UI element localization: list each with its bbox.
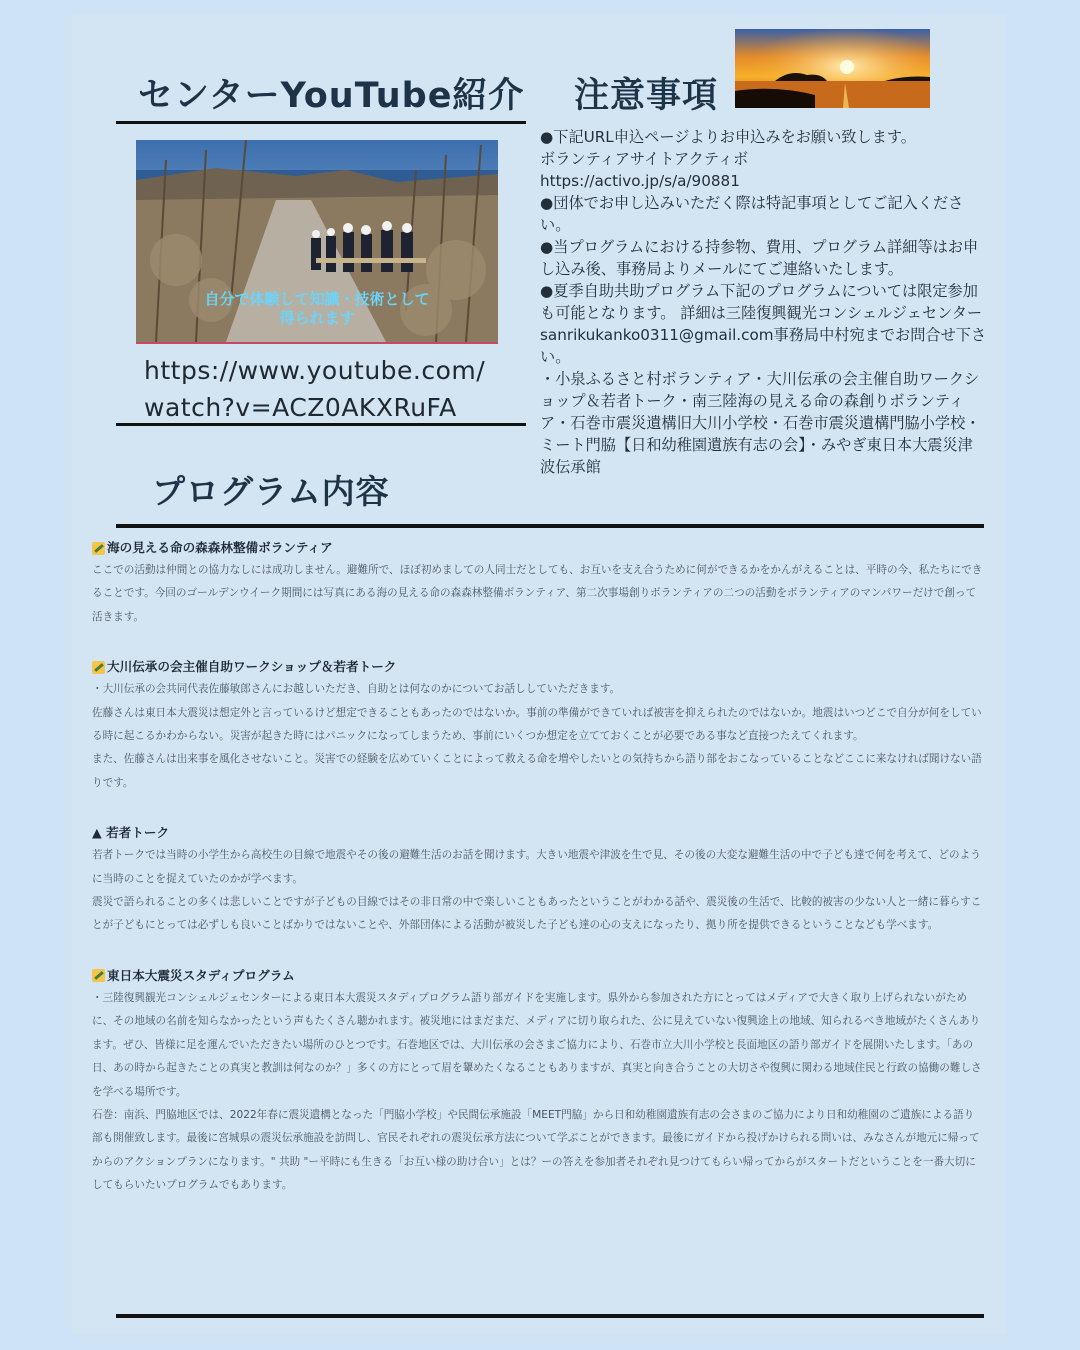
section-paragraph: ・三陸復興観光コンシェルジェセンターによる東日本大震災スタディプログラム語り部ガイドを実施します。県外から参加された方にとってはメディアで大きく取り上げられないがために、その地域の名前を知らなかったという声もたくさん聴かれます。被災地にはまだまだ、メディアに切り取られた、公に見えていない復興途上の地域、知られるべき地域がたくさんあります。ぜひ、皆様に足を運んでいただきたい場所のひとつです。石巻地区では、大川伝承の会さまご協力により、石巻市立大川小学校と長面地区の語り部ガイドを展開いたします。「あの日、あの時から起きたことの真実と教訓は何なのか？」多くの方にとって眉を顰めたくなることもありますが、真実と向き合うことの大切さや復興に関わる地域住民と行政の協働の難しさを学べる場所です。 <box>92 991 982 1098</box>
section-forest-volunteer <box>92 537 984 629</box>
notice-line: ・小泉ふるさと村ボランティア・大川伝承の会主催自助ワークショップ＆若者トーク・南三陸海の見える命の森創りボランティア・石巻市震災遺構旧大川小学校・石巻市震災遺構門脇小学校・ミート門脇【日和幼稚園遺族有志の会】・みやぎ東日本大震災津波伝承館 <box>540 370 981 476</box>
section-paragraph: 震災で語られることの多くは悲しいことですが子どもの目線ではその非日常の中で楽しいこともあったということがわかる話や、震災後の生活で、比較的被害の少ない人と一緒に暮らすことが子どもにとっては必ずしも良いことばかりではないことや、外部団体による活動が被災した子ども達の心の支えになったり、拠り所を提供できるということなども学べます。 <box>92 896 982 932</box>
youtube-video-thumbnail[interactable] <box>136 140 498 344</box>
youtube-url-link[interactable]: https://www.youtube.com/ watch?v=ACZ0AKXRuFA <box>144 356 486 422</box>
section-paragraph: また、佐藤さんは出来事を風化させないこと。災害での経験を広めていくことによって救える命を増やしたいとの気持ちから語り部をおこなっていることなどここに来なければ聞けない語りです。 <box>92 753 982 789</box>
pencil-icon <box>92 542 105 555</box>
program-content <box>92 537 984 1225</box>
title-underline-left <box>116 121 526 124</box>
notice-line: ●団体でお申し込みいただく際は特記事項としてご記入ください。 <box>540 194 964 234</box>
section-study-program <box>92 965 984 1198</box>
section-heading: 大川伝承の会主催自助ワークショップ＆若者トーク <box>107 659 397 675</box>
section-youth-talk <box>92 822 984 938</box>
content-bottom-rule <box>116 1314 984 1318</box>
program-section-title: プログラム内容 <box>152 472 390 511</box>
notice-line: ボランティアサイトアクティボ <box>540 150 749 168</box>
youtube-section-title: センターYouTube紹介 <box>138 76 525 116</box>
section-paragraph: 佐藤さんは東日本大震災は想定外と言っているけど想定できることもあったのではないか。事前の準備ができていれば被害を抑えられたのではないか。地震はいつどこで自分が何をしている時に起こるかわからない。災害が起きた時にはパニックになってしまうため、事前にいくつか想定を立てておくことが必要である事など直接つたえてくれます。 <box>92 706 982 743</box>
section-okawa-workshop <box>92 656 984 795</box>
section-paragraph: ここでの活動は仲間との協力なしには成功しません。避難所で、ほぼ初めましての人同士だとしても、お互いを支え合うために何ができるかをかんがえることは、平時の今、私たちにできることです。今回のゴールデンウイーク期間には写真にある海の見える命の森森林整備ボランティア、第二次事場創りボランティアの二つの活動をボランティアのマンパワーだけで創って活きます。 <box>92 564 983 623</box>
video-caption: 自分で体験して知識・技術として 得られます <box>204 290 430 327</box>
pencil-icon <box>92 661 105 674</box>
notice-line: ●下記URL申込ページよりお申込みをお願い致します。 <box>540 128 916 146</box>
pencil-icon <box>92 969 105 982</box>
section-paragraph: 若者トークでは当時の小学生から高校生の目線で地震やその後の避難生活のお話を聞けます。大きい地震や津波を生で見、その後の大変な避難生活の中で子ども達で何を考えて、どのように当時のことを捉えていたのかが学べます。 <box>92 849 981 885</box>
section-paragraph: ・大川伝承の会共同代表佐藤敏郎さんにお越しいただき、自助とは何なのかについてお話ししていただきます。 <box>92 683 621 696</box>
section-heading: ▲ 若者トーク <box>92 825 170 841</box>
notice-url-link[interactable]: https://activo.jp/s/a/90881 <box>540 172 740 190</box>
notice-line: ●夏季自助共助プログラム下記のプログラムについては限定参加も可能となります。 詳細は三陸復興観光コンシェルジェセンターsanrikukanko0311@gmail.com事務局中村宛までお問合せ下さい。 <box>540 282 987 366</box>
notice-text <box>540 126 988 478</box>
sunset-photo <box>735 29 930 108</box>
notice-line: ●当プログラムにおける持参物、費用、プログラム詳細等はお申し込み後、事務局よりメールにてご連絡いたします。 <box>540 238 979 278</box>
notice-section-title: 注意事項 <box>574 76 719 116</box>
url-underline <box>116 423 526 426</box>
section-heading: 海の見える命の森森林整備ボランティア <box>107 540 333 555</box>
section-heading: 東日本大震災スタディプログラム <box>107 967 295 983</box>
section-paragraph: 石巻：南浜、門脇地区では、2022年春に震災遺構となった「門脇小学校」や民間伝承施設「MEET門脇」から日和幼稚園遺族有志の会さまのご協力により日和幼稚園のご遺族による語り部も開催致します。最後に宮城県の震災伝承施設を訪問し、官民それぞれの震災伝承方法について学ぶことができます。最後にガイドから投げかけられる問いは、みなさんが地元に帰ってからのアクションプランになります。" 共助 "ー平時にも生きる「お互い様の助け合い」とは？ーの答えを参加者それぞれ見つけてもらい帰ってからがスタートだということを一番大切にしてもらいたいプログラムでもあります。 <box>92 1108 980 1192</box>
content-top-rule <box>116 524 984 528</box>
